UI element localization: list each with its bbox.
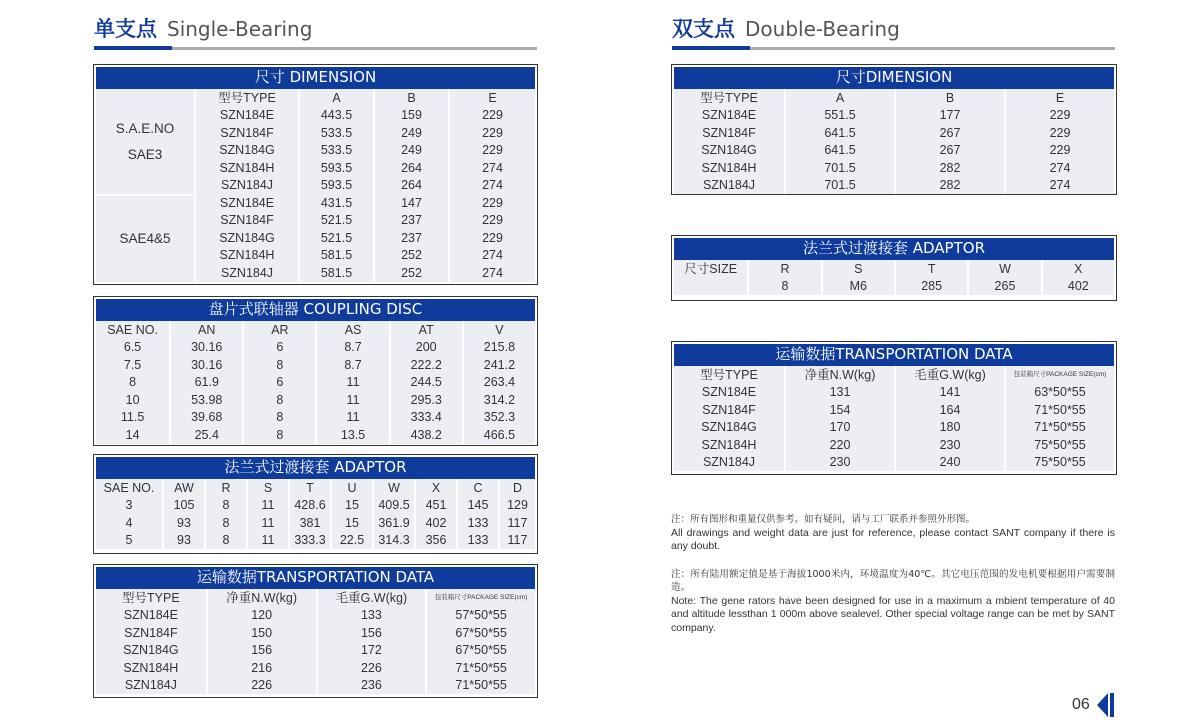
coupling-disc-title: 盘片式联轴器 COUPLING DISC [96,299,535,321]
table-cell: 172 [316,642,426,660]
single-bearing-heading-zh: 单支点 [94,17,157,41]
table-cell: 15 [330,497,372,515]
table-cell: 6 [242,339,315,357]
table-cell: 133 [316,607,426,625]
col-header: W [967,260,1040,278]
cell: SZN184H [194,159,298,177]
table-row [674,159,1114,177]
col-header: 包装箱尺寸PACKAGE SIZE(cm) [1004,366,1114,384]
cell: 237 [373,229,448,247]
table-cell: 30.16 [169,339,242,357]
table-row [674,436,1114,454]
cell: 593.5 [298,159,373,177]
table-cell: SZN184J [96,677,206,695]
col-header: S [246,479,288,497]
group-label-sae45: SAE4&5 [96,194,194,282]
table-cell: 641.5 [784,142,894,160]
cell: SZN184G [194,229,298,247]
col-header: SAE NO. [96,321,169,339]
table-cell: M6 [821,278,894,296]
table-cell: 5 [96,532,162,550]
col-header: 净重N.W(kg) [206,589,316,607]
group-label-sae3 [96,89,194,194]
table-cell: 8 [204,532,246,550]
table-cell: 8.7 [315,339,388,357]
table-cell: 428.6 [288,497,330,515]
table-row [674,454,1114,472]
notes [671,513,1115,645]
table-cell: 274 [1004,159,1114,177]
table-cell: 361.9 [372,514,414,532]
right-dimension-header-row [674,89,1114,107]
table-cell: 133 [456,514,498,532]
col-header: AN [169,321,242,339]
coupling-header-row [96,321,535,339]
note-2-en: Note: The gene rators have been designed for use in a maximum a mbient temperature of 40 and altitude lessthan 1 000m above sealevel. Other special voltage range can be met by SANT company. [671,594,1115,634]
table-cell: 282 [894,177,1004,195]
table-cell: 11.5 [96,409,169,427]
table-cell: 6 [242,374,315,392]
col-header: R [747,260,820,278]
table-row [96,356,535,374]
table-cell: 67*50*55 [425,642,535,660]
table-cell: 215.8 [462,339,535,357]
note-1-en: All drawings and weight data are just for reference, please contact SANT company if there is any doubt. [671,526,1115,552]
cell: 274 [448,264,535,282]
table-cell: 8 [747,278,820,296]
table-cell: 220 [784,436,894,454]
table-cell: 156 [206,642,316,660]
table-row [96,497,535,515]
table-cell: 133 [456,532,498,550]
double-bearing-heading-en: Double-Bearing [745,17,900,41]
left-dimension-header-row [96,89,535,107]
col-header: C [456,479,498,497]
cell: 229 [448,107,535,125]
col-header: 毛重G.W(kg) [894,366,1004,384]
cell: 252 [373,264,448,282]
table-cell: 67*50*55 [425,624,535,642]
col-header: AR [242,321,315,339]
cell: 593.5 [298,177,373,195]
table-cell: 11 [315,391,388,409]
table-cell: 170 [784,419,894,437]
table-cell: 451 [414,497,456,515]
cell: SZN184H [194,247,298,265]
cell: 147 [373,194,448,212]
cell: 237 [373,212,448,230]
table-row [96,339,535,357]
right-adaptor-title: 法兰式过渡接套 ADAPTOR [674,238,1114,260]
table-cell: 71*50*55 [425,659,535,677]
cell: 274 [448,159,535,177]
table-cell [674,278,747,296]
table-cell: 8 [204,514,246,532]
page-arrow-icon [1097,693,1115,717]
col-header: 型号TYPE [674,89,784,107]
table-cell: 57*50*55 [425,607,535,625]
right-adaptor-table [671,235,1117,301]
table-cell: 105 [162,497,204,515]
table-row [674,177,1114,195]
cell: 274 [448,247,535,265]
table-cell: 230 [894,436,1004,454]
col-header: S [821,260,894,278]
col-header: 净重N.W(kg) [784,366,894,384]
right-dimension-title: 尺寸DIMENSION [674,67,1114,89]
cell: 274 [448,177,535,195]
table-cell: 8 [242,356,315,374]
cell: 521.5 [298,229,373,247]
col-header: V [462,321,535,339]
single-bearing-heading [94,13,312,43]
table-row [96,391,535,409]
cell: 581.5 [298,247,373,265]
cell: SZN184G [194,142,298,160]
table-cell: 282 [894,159,1004,177]
table-cell: 438.2 [389,426,462,444]
cell: SZN184F [194,124,298,142]
cell: 581.5 [298,264,373,282]
table-cell: 285 [894,278,967,296]
table-cell: 641.5 [784,124,894,142]
left-adaptor-table [93,454,538,554]
table-row [96,409,535,427]
cell: SZN184E [194,107,298,125]
table-cell: 216 [206,659,316,677]
table-row [674,107,1114,125]
col-header: 型号TYPE [194,89,298,107]
cell: SZN184J [194,177,298,195]
cell: 533.5 [298,124,373,142]
table-cell: 63*50*55 [1004,384,1114,402]
col-header: SAE NO. [96,479,162,497]
cell: 431.5 [298,194,373,212]
transport-header-row [674,366,1114,384]
table-cell: SZN184H [674,436,784,454]
table-cell: 466.5 [462,426,535,444]
left-transport-title: 运输数据TRANSPORTATION DATA [96,567,535,589]
table-cell: 4 [96,514,162,532]
table-cell: 267 [894,142,1004,160]
right-transport-table [671,341,1117,475]
table-cell: 14 [96,426,169,444]
table-row [96,624,535,642]
coupling-disc-table [93,296,538,446]
right-transport-title: 运输数据TRANSPORTATION DATA [674,344,1114,366]
table-cell: 352.3 [462,409,535,427]
table-cell: 240 [894,454,1004,472]
table-cell: 93 [162,532,204,550]
note-1-cn: 注：所有图形和重量仅供参考。如有疑问，请与工厂联系并参照外形图。 [671,514,976,525]
table-cell: 267 [894,124,1004,142]
table-row [96,607,535,625]
table-row [674,278,1114,296]
col-header: D [498,479,535,497]
table-row [96,194,535,212]
table-cell: 701.5 [784,159,894,177]
table-cell: 263.4 [462,374,535,392]
cell: 264 [373,159,448,177]
table-cell: 11 [246,497,288,515]
table-cell: 154 [784,401,894,419]
note-2-cn: 注：所有陆用额定值是基于海拔1000米内，环境温度为40℃。其它电压范围的发电机要根据用户需要制造。 [671,568,1115,593]
col-header: 尺寸SIZE [674,260,747,278]
cell: 229 [448,194,535,212]
col-header: X [1041,260,1114,278]
table-cell: 265 [967,278,1040,296]
group-label-line: SAE3 [127,146,163,162]
table-cell: 93 [162,514,204,532]
col-header: T [288,479,330,497]
table-cell: SZN184J [674,454,784,472]
double-bearing-rule [672,47,1115,50]
col-header: W [372,479,414,497]
table-cell: 150 [206,624,316,642]
single-bearing-rule [94,47,537,50]
cell: 229 [448,124,535,142]
cell: SZN184J [194,264,298,282]
col-header: X [414,479,456,497]
table-cell: 3 [96,497,162,515]
right-dimension-table [671,64,1117,195]
table-cell: 229 [1004,142,1114,160]
col-header: 型号TYPE [674,366,784,384]
cell: SZN184E [194,194,298,212]
table-cell: 11 [246,532,288,550]
table-row [674,124,1114,142]
left-dimension-table [93,64,538,285]
table-cell: 61.9 [169,374,242,392]
table-cell: SZN184H [674,159,784,177]
table-cell: 131 [784,384,894,402]
table-cell: 8 [242,426,315,444]
table-cell: 71*50*55 [425,677,535,695]
col-header: A [298,89,373,107]
double-bearing-heading-zh: 双支点 [672,17,735,41]
table-cell: 314.2 [462,391,535,409]
left-dimension-title: 尺寸 DIMENSION [96,67,535,89]
table-cell: 701.5 [784,177,894,195]
table-cell: 8 [242,409,315,427]
right-adaptor-header-row [674,260,1114,278]
double-bearing-heading [672,13,900,43]
table-cell: 7.5 [96,356,169,374]
col-header: U [330,479,372,497]
left-transport-table [93,564,538,698]
table-cell: 6.5 [96,339,169,357]
col-header: E [448,89,535,107]
single-bearing-heading-en: Single-Bearing [167,17,313,41]
table-cell: SZN184F [674,124,784,142]
table-cell: SZN184J [674,177,784,195]
table-row [674,384,1114,402]
table-cell: 222.2 [389,356,462,374]
table-row [96,426,535,444]
cell: 229 [448,142,535,160]
table-cell: 15 [330,514,372,532]
table-cell: 236 [316,677,426,695]
col-header: B [894,89,1004,107]
table-cell: 8 [204,497,246,515]
col-header: AS [315,321,388,339]
table-cell: 39.68 [169,409,242,427]
cell: SZN184F [194,212,298,230]
table-cell: 8 [96,374,169,392]
table-cell: SZN184E [96,607,206,625]
table-cell: 551.5 [784,107,894,125]
table-cell: SZN184G [674,142,784,160]
table-cell: 75*50*55 [1004,436,1114,454]
table-cell: 11 [315,409,388,427]
cell: 443.5 [298,107,373,125]
table-cell: 241.2 [462,356,535,374]
table-cell: 226 [316,659,426,677]
transport-header-row [96,589,535,607]
table-cell: 22.5 [330,532,372,550]
table-cell: 229 [1004,107,1114,125]
table-cell: 314.3 [372,532,414,550]
col-header: 毛重G.W(kg) [316,589,426,607]
table-cell: 156 [316,624,426,642]
table-cell: 402 [414,514,456,532]
table-cell: 117 [498,532,535,550]
table-cell: 402 [1041,278,1114,296]
table-row [96,642,535,660]
col-header: B [373,89,448,107]
table-cell: 180 [894,419,1004,437]
left-adaptor-title: 法兰式过渡接套 ADAPTOR [96,457,535,479]
table-cell: 11 [315,374,388,392]
table-cell: 11 [246,514,288,532]
cell: 264 [373,177,448,195]
table-row [96,374,535,392]
table-row [96,677,535,695]
col-header: R [204,479,246,497]
table-cell: 117 [498,514,535,532]
table-cell: 226 [206,677,316,695]
table-cell: SZN184H [96,659,206,677]
table-cell: 295.3 [389,391,462,409]
cell: 249 [373,124,448,142]
cell: 229 [448,212,535,230]
col-header: T [894,260,967,278]
table-cell: 356 [414,532,456,550]
cell: 229 [448,229,535,247]
table-cell: 244.5 [389,374,462,392]
table-cell: SZN184E [674,384,784,402]
table-row [96,659,535,677]
table-cell: SZN184F [96,624,206,642]
table-cell: 200 [389,339,462,357]
table-row [674,419,1114,437]
cell: 252 [373,247,448,265]
table-cell: 145 [456,497,498,515]
table-cell: 53.98 [169,391,242,409]
cell: 533.5 [298,142,373,160]
note-1 [671,513,1115,554]
table-cell: 10 [96,391,169,409]
table-cell: 8 [242,391,315,409]
cell: 249 [373,142,448,160]
table-cell: 177 [894,107,1004,125]
table-row [674,401,1114,419]
table-cell: SZN184G [96,642,206,660]
table-cell: 274 [1004,177,1114,195]
cell: 159 [373,107,448,125]
table-row [674,142,1114,160]
table-row [96,514,535,532]
table-cell: 129 [498,497,535,515]
note-2 [671,568,1115,636]
table-cell: 141 [894,384,1004,402]
table-cell: 164 [894,401,1004,419]
table-cell: 13.5 [315,426,388,444]
page-number: 06 [1072,696,1090,713]
table-cell: SZN184F [674,401,784,419]
col-header: A [784,89,894,107]
table-cell: 333.4 [389,409,462,427]
col-header: AW [162,479,204,497]
table-cell: 229 [1004,124,1114,142]
table-cell: 120 [206,607,316,625]
table-row [96,532,535,550]
table-cell: 8.7 [315,356,388,374]
table-cell: 230 [784,454,894,472]
cell: 521.5 [298,212,373,230]
table-cell: 25.4 [169,426,242,444]
table-cell: 71*50*55 [1004,401,1114,419]
adaptor-header-row [96,479,535,497]
table-cell: 75*50*55 [1004,454,1114,472]
group-label-line: S.A.E.NO [115,120,175,136]
col-header: 包装箱尺寸PACKAGE SIZE(cm) [425,589,535,607]
col-header: 型号TYPE [96,589,206,607]
col-header: E [1004,89,1114,107]
table-cell: 381 [288,514,330,532]
table-cell: SZN184G [674,419,784,437]
table-cell: 333.3 [288,532,330,550]
col-header: AT [389,321,462,339]
table-cell: SZN184E [674,107,784,125]
table-cell: 71*50*55 [1004,419,1114,437]
table-cell: 30.16 [169,356,242,374]
table-cell: 409.5 [372,497,414,515]
